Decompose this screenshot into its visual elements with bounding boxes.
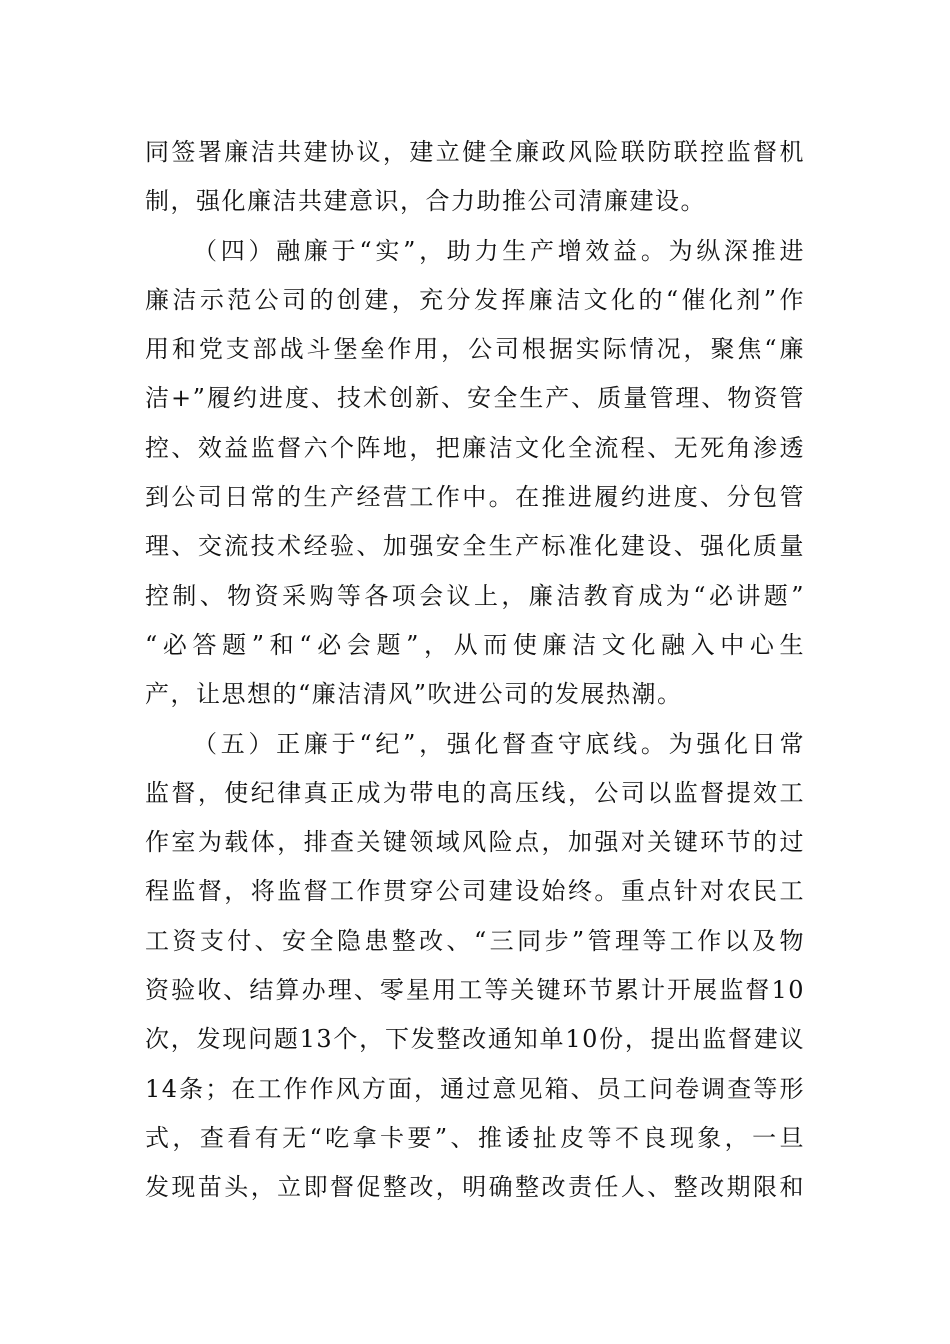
text-line: 次，发现问题13个，下发整改通知单10份，提出监督建议: [145, 1025, 805, 1054]
text-line: 作室为载体，排查关键领域风险点，加强对关键环节的过: [145, 828, 805, 857]
text-line: 洁+”履约进度、技术创新、安全生产、质量管理、物资管: [145, 384, 805, 413]
text-line: 控制、物资采购等各项会议上，廉洁教育成为“必讲题”: [145, 581, 805, 610]
text-line: 制，强化廉洁共建意识，合力助推公司清廉建设。: [145, 187, 706, 216]
text-line: 到公司日常的生产经营工作中。在推进履约进度、分包管: [145, 483, 805, 512]
text-line: （五）正廉于“纪”，强化督查守底线。为强化日常: [193, 729, 805, 758]
text-line: 控、效益监督六个阵地，把廉洁文化全流程、无死角渗透: [145, 433, 805, 462]
body-text: [145, 128, 805, 1213]
text-line: 14条；在工作作风方面，通过意见箱、员工问卷调查等形: [145, 1074, 805, 1103]
text-line: “必答题”和“必会题”，从而使廉洁文化融入中心生: [145, 630, 805, 659]
text-line: 工资支付、安全隐患整改、“三同步”管理等工作以及物: [145, 926, 805, 955]
text-line: 同签署廉洁共建协议，建立健全廉政风险联防联控监督机: [145, 138, 805, 166]
text-line: 用和党支部战斗堡垒作用，公司根据实际情况，聚焦“廉: [145, 335, 805, 364]
text-line: 理、交流技术经验、加强安全生产标准化建设、强化质量: [145, 532, 805, 561]
text-line: 发现苗头，立即督促整改，明确整改责任人、整改期限和: [145, 1173, 805, 1202]
text-line: 廉洁示范公司的创建，充分发挥廉洁文化的“催化剂”作: [145, 285, 805, 314]
text-line: 程监督，将监督工作贯穿公司建设始终。重点针对农民工: [145, 877, 805, 906]
text-line: 产，让思想的“廉洁清风”吹进公司的发展热潮。: [145, 680, 683, 709]
text-line: 监督，使纪律真正成为带电的高压线，公司以监督提效工: [145, 778, 805, 807]
text-line: 式，查看有无“吃拿卡要”、推诿扯皮等不良现象，一旦: [145, 1123, 805, 1152]
text-line: （四）融廉于“实”，助力生产增效益。为纵深推进: [193, 236, 805, 265]
text-line: 资验收、结算办理、零星用工等关键环节累计开展监督10: [145, 976, 805, 1005]
